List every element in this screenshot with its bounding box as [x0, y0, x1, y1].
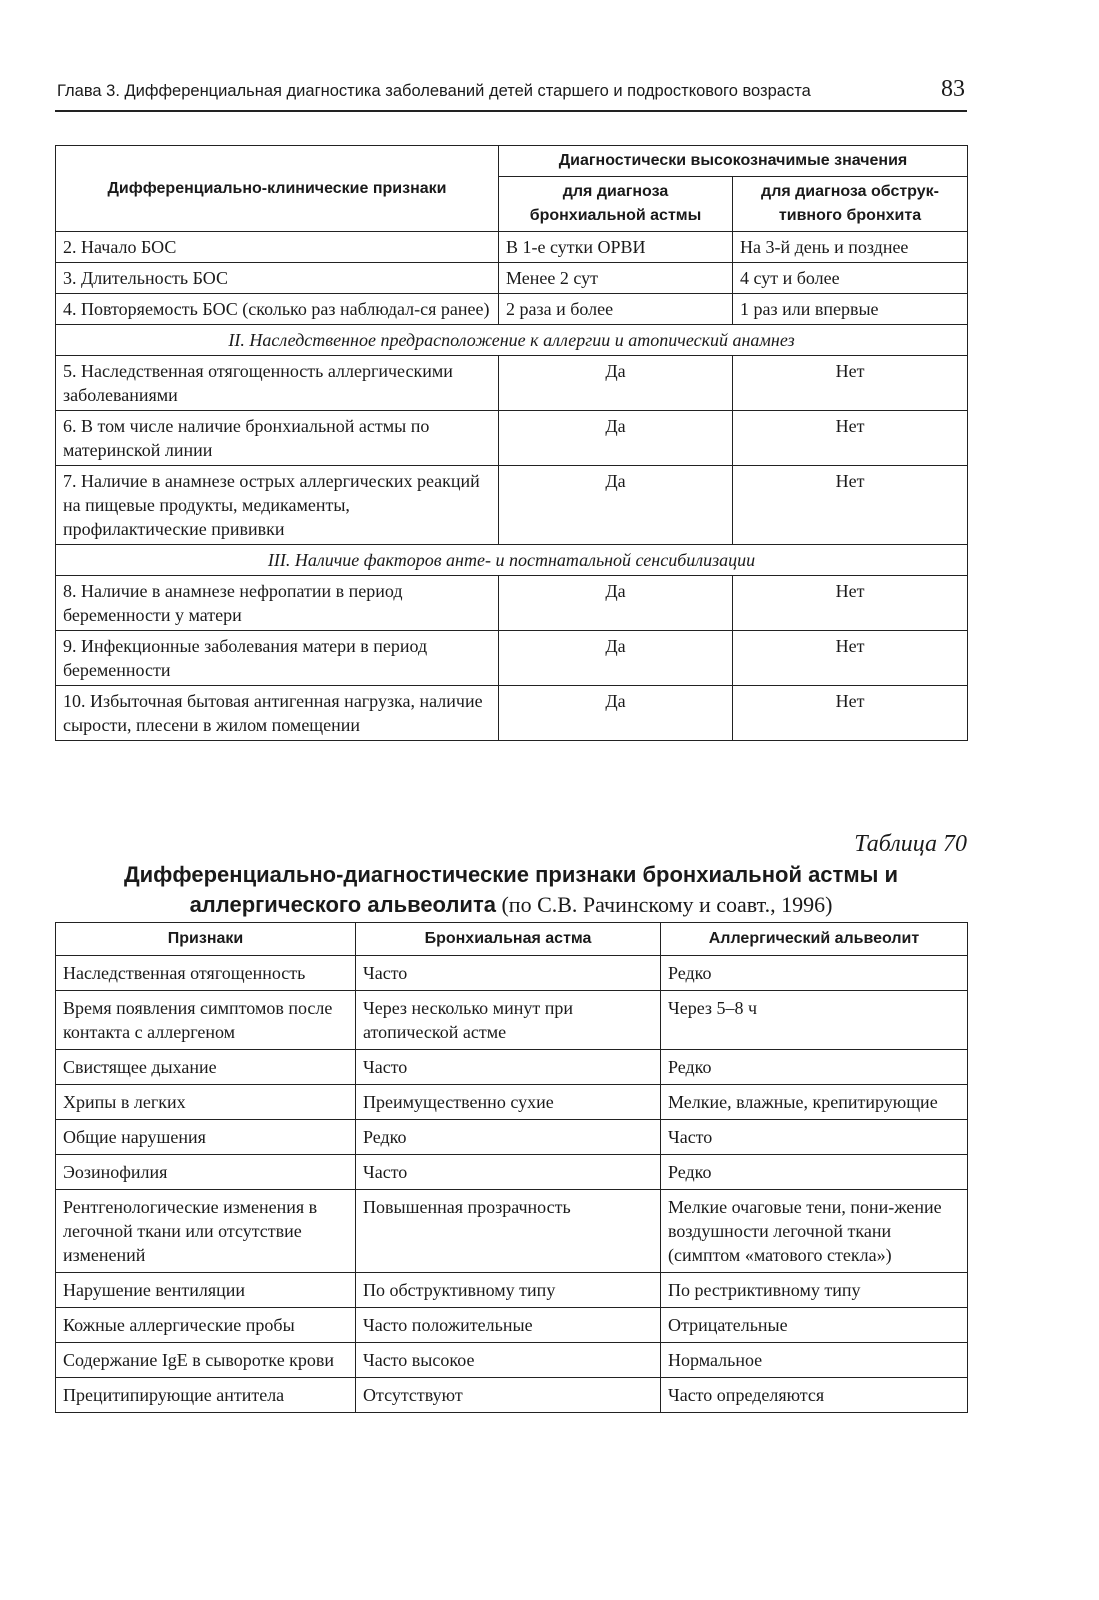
cell-asthma: Часто высокое: [356, 1343, 661, 1378]
cell-bronchitis: На 3-й день и позднее: [733, 232, 968, 263]
table-row: [56, 956, 968, 991]
cell-sign: Хрипы в легких: [56, 1085, 356, 1120]
cell-asthma: Да: [499, 631, 733, 686]
cell-sign: Свистящее дыхание: [56, 1050, 356, 1085]
cell-sign: Прецитипирующие антитела: [56, 1378, 356, 1413]
cell-asthma: Да: [499, 411, 733, 466]
cell-asthma: Да: [499, 356, 733, 411]
column-header-signs: Признаки: [56, 923, 356, 956]
table-row: [56, 411, 968, 466]
table-row: [56, 631, 968, 686]
cell-bronchitis: Нет: [733, 631, 968, 686]
cell-asthma: Да: [499, 686, 733, 741]
cell-sign: Эозинофилия: [56, 1155, 356, 1190]
cell-asthma: Часто положительные: [356, 1308, 661, 1343]
table-row: [56, 1308, 968, 1343]
table-row: [56, 294, 968, 325]
table-title-main: Дифференциально-диагностические признаки бронхиальной астмы и аллергического альвеолита: [123, 862, 899, 917]
cell-asthma: Редко: [356, 1120, 661, 1155]
section-heading: II. Наследственное предрасположение к аллергии и атопический анамнез: [56, 325, 968, 356]
cell-asthma: Повышенная прозрачность: [356, 1190, 661, 1273]
cell-alveolitis: Нормальное: [661, 1343, 968, 1378]
cell-sign: Содержание IgE в сыворотке крови: [56, 1343, 356, 1378]
cell-asthma: Часто: [356, 956, 661, 991]
table-caption: [55, 830, 967, 920]
table-row: [56, 1050, 968, 1085]
cell-bronchitis: Нет: [733, 576, 968, 631]
table-row: [56, 991, 968, 1050]
section-heading: III. Наличие факторов анте- и постнатальной сенсибилизации: [56, 545, 968, 576]
table-row: [56, 1120, 968, 1155]
cell-alveolitis: Через 5–8 ч: [661, 991, 968, 1050]
table-row: [56, 1085, 968, 1120]
column-header-group: Диагностически высокозначимые значения: [499, 146, 968, 177]
cell-sign: Рентгенологические изменения в легочной ткани или отсутствие изменений: [56, 1190, 356, 1273]
table-row: [56, 356, 968, 411]
cell-sign: 9. Инфекционные заболевания матери в период беременности: [56, 631, 499, 686]
cell-alveolitis: Мелкие очаговые тени, пони-жение воздушности легочной ткани (симптом «матового стекла»): [661, 1190, 968, 1273]
cell-sign: Наследственная отягощенность: [56, 956, 356, 991]
column-header-bronchitis: для диагноза обструк-тивного бронхита: [733, 177, 968, 232]
cell-asthma: Менее 2 сут: [499, 263, 733, 294]
cell-asthma: По обструктивному типу: [356, 1273, 661, 1308]
table-row: [56, 576, 968, 631]
cell-asthma: Через несколько минут при атопической астме: [356, 991, 661, 1050]
table-header-row: [56, 146, 968, 177]
cell-alveolitis: Редко: [661, 1155, 968, 1190]
cell-alveolitis: Редко: [661, 1050, 968, 1085]
table-row: [56, 263, 968, 294]
table-row: [56, 1190, 968, 1273]
table-header-row: [56, 923, 968, 956]
cell-alveolitis: Часто определяются: [661, 1378, 968, 1413]
table-row: [56, 686, 968, 741]
cell-asthma: В 1-е сутки ОРВИ: [499, 232, 733, 263]
cell-sign: Общие нарушения: [56, 1120, 356, 1155]
cell-bronchitis: 1 раз или впервые: [733, 294, 968, 325]
section-row: [56, 545, 968, 576]
table-row: [56, 1343, 968, 1378]
cell-bronchitis: Нет: [733, 356, 968, 411]
column-header-signs: Дифференциально-клинические признаки: [56, 146, 499, 232]
table-title: [55, 860, 967, 920]
table-title-source: (по С.В. Рачинскому и соавт., 1996): [501, 892, 833, 917]
cell-sign: Кожные аллергические пробы: [56, 1308, 356, 1343]
cell-asthma: Да: [499, 466, 733, 545]
cell-asthma: Преимущественно сухие: [356, 1085, 661, 1120]
table-row: [56, 1155, 968, 1190]
running-title: Глава 3. Дифференциальная диагностика заболеваний детей старшего и подросткового возраста: [57, 82, 811, 100]
cell-asthma: Часто: [356, 1155, 661, 1190]
cell-bronchitis: Нет: [733, 686, 968, 741]
cell-asthma: Отсутствуют: [356, 1378, 661, 1413]
table-bronchial-differentiation: [55, 145, 968, 741]
table-asthma-vs-alveolitis: [55, 922, 968, 1413]
cell-sign: 10. Избыточная бытовая антигенная нагрузка, наличие сырости, плесени в жилом помещении: [56, 686, 499, 741]
cell-bronchitis: 4 сут и более: [733, 263, 968, 294]
cell-alveolitis: Часто: [661, 1120, 968, 1155]
cell-alveolitis: Отрицательные: [661, 1308, 968, 1343]
cell-bronchitis: Нет: [733, 411, 968, 466]
cell-sign: 7. Наличие в анамнезе острых аллергических реакций на пищевые продукты, медикаменты, профилактические прививки: [56, 466, 499, 545]
table-row: [56, 232, 968, 263]
section-row: [56, 325, 968, 356]
cell-sign: 2. Начало БОС: [56, 232, 499, 263]
cell-asthma: Да: [499, 576, 733, 631]
table-row: [56, 466, 968, 545]
column-header-alveolitis: Аллергический альвеолит: [661, 923, 968, 956]
cell-alveolitis: По рестриктивному типу: [661, 1273, 968, 1308]
cell-sign: Нарушение вентиляции: [56, 1273, 356, 1308]
cell-sign: Время появления симптомов после контакта с аллергеном: [56, 991, 356, 1050]
table-row: [56, 1378, 968, 1413]
running-header: [55, 78, 967, 112]
cell-asthma: Часто: [356, 1050, 661, 1085]
cell-alveolitis: Мелкие, влажные, крепитирующие: [661, 1085, 968, 1120]
cell-sign: 4. Повторяемость БОС (сколько раз наблюдал-ся ранее): [56, 294, 499, 325]
column-header-asthma: для диагноза бронхиальной астмы: [499, 177, 733, 232]
cell-sign: 8. Наличие в анамнезе нефропатии в период беременности у матери: [56, 576, 499, 631]
table-number: Таблица 70: [854, 831, 967, 857]
cell-sign: 6. В том числе наличие бронхиальной астмы по материнской линии: [56, 411, 499, 466]
cell-sign: 5. Наследственная отягощенность аллергическими заболеваниями: [56, 356, 499, 411]
cell-sign: 3. Длительность БОС: [56, 263, 499, 294]
page-number: 83: [941, 76, 965, 102]
cell-alveolitis: Редко: [661, 956, 968, 991]
table-body: [56, 956, 968, 1413]
cell-asthma: 2 раза и более: [499, 294, 733, 325]
table-row: [56, 1273, 968, 1308]
column-header-asthma: Бронхиальная астма: [356, 923, 661, 956]
cell-bronchitis: Нет: [733, 466, 968, 545]
